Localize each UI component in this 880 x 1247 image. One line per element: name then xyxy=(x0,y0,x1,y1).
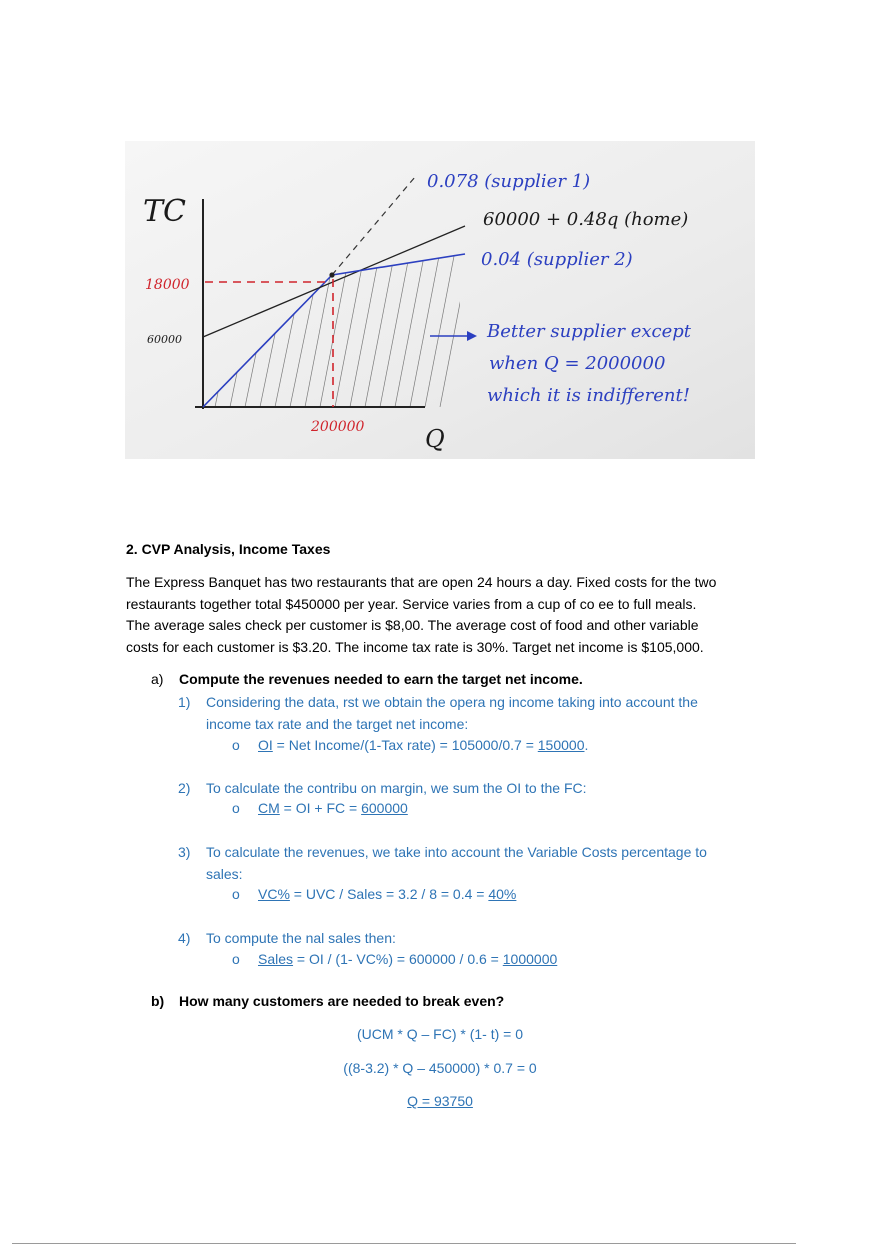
formula-body: = UVC / Sales = 3.2 / 8 = 0.4 = xyxy=(289,886,489,902)
formula-body: = OI + FC = xyxy=(279,800,362,816)
step-line: To compute the nal sales then: xyxy=(206,930,396,946)
question-b-text: How many customers are needed to break even? xyxy=(179,993,505,1009)
step-2 xyxy=(178,778,748,800)
note-line-3: which it is indifferent! xyxy=(487,385,690,406)
question-a xyxy=(151,671,583,687)
question-b xyxy=(151,993,504,1009)
formula-tail: . xyxy=(584,737,589,753)
step-3 xyxy=(178,842,748,885)
step-1 xyxy=(178,692,748,735)
note-line-2: when Q = 2000000 xyxy=(489,353,666,374)
handwritten-graph-photo xyxy=(125,141,755,459)
problem-statement xyxy=(126,572,756,658)
intersection-point xyxy=(329,272,334,277)
step-text xyxy=(206,692,751,735)
equation-2: ((8-3.2) * Q – 450000) * 0.7 = 0 xyxy=(343,1060,537,1076)
formula-result: 600000 xyxy=(361,800,408,816)
formula-label: OI xyxy=(258,737,273,753)
label-home: 60000 + 0.48q (home) xyxy=(483,209,689,230)
equation-result-text: Q = 93750 xyxy=(407,1093,473,1109)
step-4 xyxy=(178,928,748,950)
label-y-tick-fixed: 60000 xyxy=(147,333,182,346)
step-line: sales: xyxy=(206,865,243,882)
step-number: 3) xyxy=(178,844,191,860)
label-tc: TC xyxy=(143,194,186,229)
step-line: To calculate the contribu on margin, we sum the OI to the FC: xyxy=(206,780,587,796)
step-text xyxy=(206,778,751,800)
section-title: 2. CVP Analysis, Income Taxes xyxy=(126,541,331,557)
formula-result: 150000 xyxy=(537,737,585,753)
formula-label: VC% xyxy=(258,886,290,902)
step-number: 1) xyxy=(178,694,191,710)
label-supplier-2: 0.04 (supplier 2) xyxy=(481,249,633,270)
formula-result: 1000000 xyxy=(502,951,558,967)
graph-sketch xyxy=(125,141,755,459)
bullet-icon: o xyxy=(232,800,240,816)
step-number: 4) xyxy=(178,930,191,946)
formula-body: = OI / (1- VC%) = 600000 / 0.6 = xyxy=(293,951,503,967)
problem-line: restaurants together total $450000 per year. Service varies from a cup of co ee to full meals. xyxy=(126,595,697,612)
equation-1: (UCM * Q – FC) * (1- t) = 0 xyxy=(356,1026,524,1042)
step-line: Considering the data, rst we obtain the opera ng income taking into account the xyxy=(206,694,698,710)
problem-line: The Express Banquet has two restaurants that are open 24 hours a day. Fixed costs for the two xyxy=(126,574,717,590)
formula-body: = Net Income/(1-Tax rate) = 105000/0.7 = xyxy=(272,737,538,753)
equation-result xyxy=(0,1093,880,1109)
question-a-text: Compute the revenues needed to earn the target net income. xyxy=(179,671,583,687)
question-b-marker: b) xyxy=(151,993,165,1009)
question-a-marker: a) xyxy=(151,671,164,687)
step-text xyxy=(206,928,751,950)
label-y-tick-high: 18000 xyxy=(145,277,190,293)
bullet-icon: o xyxy=(232,951,240,967)
problem-line: The average sales check per customer is $8,00. The average cost of food and other variable xyxy=(126,617,699,633)
step-line: To calculate the revenues, we take into account the Variable Costs percentage to xyxy=(206,844,707,860)
label-q: Q xyxy=(425,425,445,453)
step-text xyxy=(206,842,751,885)
bullet-icon: o xyxy=(232,737,240,753)
bullet-icon: o xyxy=(232,886,240,902)
formula-label: CM xyxy=(258,800,280,816)
step-number: 2) xyxy=(178,780,191,796)
label-supplier-1: 0.078 (supplier 1) xyxy=(427,171,591,192)
problem-line: costs for each customer is $3.20. The income tax rate is 30%. Target net income is $105,000. xyxy=(126,638,704,655)
formula-label: Sales xyxy=(258,951,294,967)
formula-result: 40% xyxy=(488,886,517,902)
label-x-tick: 200000 xyxy=(311,419,365,435)
note-line-1: Better supplier except xyxy=(487,321,691,342)
step-line: income tax rate and the target net income: xyxy=(206,715,469,732)
footer-rule xyxy=(12,1243,796,1244)
